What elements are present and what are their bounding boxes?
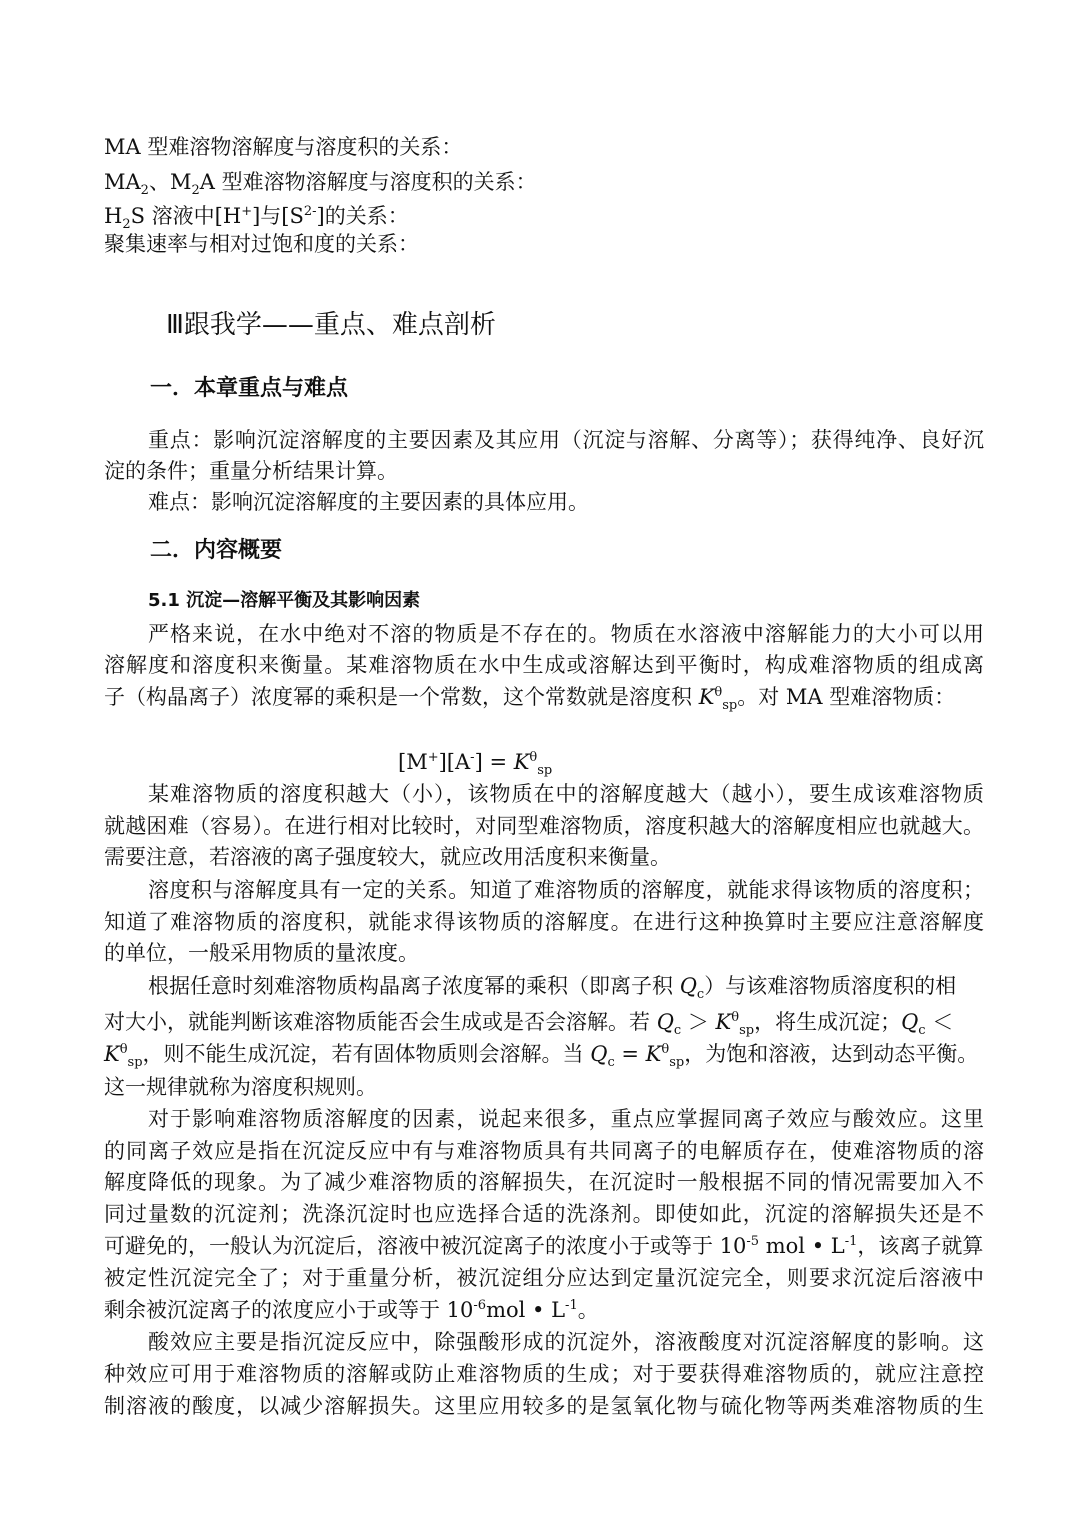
paragraph-3-line-2: 知道了难溶物质的溶度积，就能求得该物质的溶解度。在进行这种换算时主要应注意溶解度 bbox=[104, 910, 984, 934]
paragraph-6-line-1: 酸效应主要是指沉淀反应中，除强酸形成的沉淀外，溶液酸度对沉淀溶解度的影响。这 bbox=[148, 1330, 984, 1354]
paragraph-3-line-3: 的单位，一般采用物质的量浓度。 bbox=[104, 941, 419, 965]
relation-line-ma2: $MA_2$、$M_2A$ 型难溶物溶解度与溶度积的关系： bbox=[104, 170, 537, 199]
key-points-line-1: 重点：影响沉淀溶解度的主要因素及其应用（沉淀与溶解、分离等）；获得纯净、良好沉 bbox=[148, 428, 984, 452]
paragraph-5-line-4: 同过量数的沉淀剂；洗涤沉淀时也应选择合适的洗涤剂。即使如此，沉淀的溶解损失还是不 bbox=[104, 1202, 984, 1226]
paragraph-2-line-2: 就越困难（容易）。在进行相对比较时，对同型难溶物质，溶度积越大的溶解度相应也就越大。 bbox=[104, 814, 984, 838]
section-title: Ⅲ跟我学——重点、难点剖析 bbox=[166, 310, 496, 340]
paragraph-5-line-3: 解度降低的现象。为了减少难溶物质的溶解损失，在沉淀时一般根据不同的情况需要加入不 bbox=[104, 1170, 984, 1194]
paragraph-2-line-1: 某难溶物质的溶度积越大（小），该物质在中的溶解度越大（越小），要生成该难溶物质 bbox=[148, 782, 984, 806]
paragraph-5-line-7: 剩余被沉淀离子的浓度应小于或等于 $10^{-6}mol$ • $L^{-1}$。 bbox=[104, 1298, 599, 1322]
paragraph-5-line-6: 被定性沉淀完全了；对于重量分析，被沉淀组分应达到定量沉淀完全，则要求沉淀后溶液中 bbox=[104, 1266, 984, 1290]
key-points-line-2: 淀的条件；重量分析结果计算。 bbox=[104, 459, 398, 483]
paragraph-1-line-3: 子（构晶离子）浓度幂的乘积是一个常数，这个常数就是溶度积 $K^\theta_{sp}$。对 MA 型难溶物质： bbox=[104, 685, 956, 714]
paragraph-6-line-2: 种效应可用于难溶物质的溶解或防止难溶物质的生成；对于要获得难溶物质的，就应注意控 bbox=[104, 1362, 984, 1386]
paragraph-5-line-5: 可避免的，一般认为沉淀后，溶液中被沉淀离子的浓度小于或等于 $10^{-5}$ mol • $L^{-1}$，该离子就算 bbox=[104, 1234, 984, 1258]
relation-line-aggregation: 聚集速率与相对过饱和度的关系： bbox=[104, 232, 419, 256]
heading-key-points: 一．本章重点与难点 bbox=[150, 376, 349, 401]
paragraph-4-line-2: 对大小，就能判断该难溶物质能否会生成或是否会溶解。若 $Q_c > K^\theta_{sp}$，将生成沉淀；$Q_c$ ＜ bbox=[104, 1010, 954, 1039]
paragraph-4-line-3: $K^\theta_{sp}$，则不能生成沉淀，若有固体物质则会溶解。当 $Q_c = K^\theta_{sp}$，为饱和溶液，达到动态平衡。 bbox=[104, 1042, 979, 1071]
paragraph-5-line-2: 的同离子效应是指在沉淀反应中有与难溶物质具有共同离子的电解质存在，使难溶物质的溶 bbox=[104, 1139, 984, 1163]
paragraph-1-line-1: 严格来说，在水中绝对不溶的物质是不存在的。物质在水溶液中溶解能力的大小可以用 bbox=[148, 622, 984, 646]
paragraph-5-line-1: 对于影响难溶物质溶解度的因素，说起来很多，重点应掌握同离子效应与酸效应。这里 bbox=[148, 1107, 984, 1131]
subheading-5-1: 5.1 沉淀—溶解平衡及其影响因素 bbox=[148, 590, 421, 611]
heading-summary: 二．内容概要 bbox=[150, 538, 283, 563]
paragraph-4-line-4: 这一规律就称为溶度积规则。 bbox=[104, 1075, 377, 1099]
paragraph-4-line-1: 根据任意时刻难溶物质构晶离子浓度幂的乘积（即离子积 $Q_c$）与该难溶物质溶度积的相 bbox=[148, 974, 957, 1003]
paragraph-6-line-3: 制溶液的酸度，以减少溶解损失。这里应用较多的是氢氧化物与硫化物等两类难溶物质的生 bbox=[104, 1394, 984, 1418]
solubility-product-formula: $[M^+][A^-] = K^\theta_{sp}$ bbox=[398, 750, 553, 779]
paragraph-3-line-1: 溶度积与溶解度具有一定的关系。知道了难溶物质的溶解度，就能求得该物质的溶度积； bbox=[148, 878, 984, 902]
paragraph-2-line-3: 需要注意，若溶液的离子强度较大，就应改用活度积来衡量。 bbox=[104, 845, 671, 869]
difficult-points: 难点：影响沉淀溶解度的主要因素的具体应用。 bbox=[148, 490, 589, 514]
paragraph-1-line-2: 溶解度和溶度积来衡量。某难溶物质在水中生成或溶解达到平衡时，构成难溶物质的组成离 bbox=[104, 653, 984, 677]
relation-line-ma: MA 型难溶物溶解度与溶度积的关系： bbox=[104, 135, 463, 159]
relation-line-h2s: $H_2S$ 溶液中[H+]与$[S^{2-}]$的关系： bbox=[104, 204, 409, 233]
